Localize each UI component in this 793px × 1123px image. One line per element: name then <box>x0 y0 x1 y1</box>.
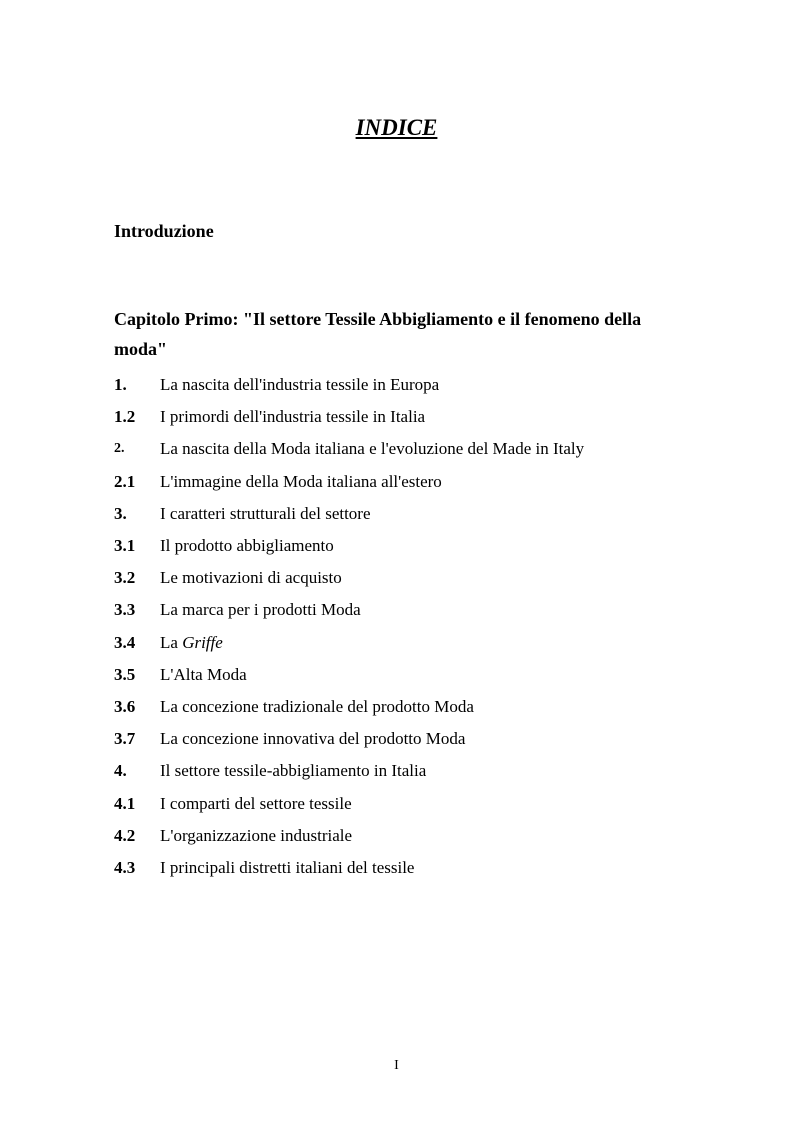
toc-entry <box>114 755 584 787</box>
table-of-contents <box>114 369 584 884</box>
toc-entry-number: 3.3 <box>114 600 136 620</box>
toc-entry-text-italic: Griffe <box>182 632 223 652</box>
toc-entry <box>114 401 584 433</box>
toc-entry-number: 1.2 <box>114 407 136 427</box>
toc-entry-number: 3.7 <box>114 729 136 749</box>
page-title: INDICE <box>355 115 438 140</box>
toc-entry-text: La concezione innovativa del prodotto Moda <box>160 729 466 749</box>
toc-entry-text: Le motivazioni di acquisto <box>160 568 342 588</box>
toc-entry-text: I comparti del settore tessile <box>160 793 352 813</box>
page-number: I <box>394 1058 399 1073</box>
toc-entry-text: Il prodotto abbigliamento <box>160 536 334 556</box>
toc-entry <box>114 787 584 819</box>
toc-entry <box>114 594 584 626</box>
toc-entry-text: La nascita della Moda italiana e l'evoluzione del Made in Italy <box>160 439 585 459</box>
toc-entry <box>114 530 584 562</box>
toc-entry-number: 1. <box>114 375 127 395</box>
toc-entry-number: 3. <box>114 503 127 523</box>
toc-entry <box>114 466 584 498</box>
toc-entry-text: Il settore tessile-abbigliamento in Italia <box>160 761 427 781</box>
toc-entry <box>114 723 584 755</box>
toc-entry-text: La nascita dell'industria tessile in Europa <box>160 375 440 395</box>
toc-entry <box>114 498 584 530</box>
toc-entry-text <box>160 633 223 653</box>
toc-entry-number: 2. <box>114 441 125 457</box>
toc-entry-number: 3.6 <box>114 696 136 716</box>
chapter-title: Capitolo Primo: "Il settore Tessile Abbigliamento e il fenomeno della moda" <box>114 309 642 359</box>
toc-entry-text: I principali distretti italiani del tessile <box>160 857 415 877</box>
toc-entry <box>114 691 584 723</box>
introduction-heading: Introduzione <box>114 221 214 241</box>
toc-entry-number: 2.1 <box>114 471 136 491</box>
toc-entry-text: I caratteri strutturali del settore <box>160 503 371 523</box>
toc-entry-number: 3.4 <box>114 632 136 652</box>
toc-entry-number: 3.5 <box>114 664 136 684</box>
toc-entry-text: L'organizzazione industriale <box>160 825 353 845</box>
toc-entry-text: L'Alta Moda <box>160 664 247 684</box>
toc-entry-text: La concezione tradizionale del prodotto Moda <box>160 696 474 716</box>
toc-entry-number: 4.2 <box>114 825 136 845</box>
toc-entry-text: I primordi dell'industria tessile in Italia <box>160 407 426 427</box>
toc-entry-text: L'immagine della Moda italiana all'estero <box>160 471 442 491</box>
toc-entry <box>114 820 584 852</box>
toc-entry <box>114 433 584 465</box>
toc-entry <box>114 627 584 659</box>
toc-entry-text-plain: La <box>160 632 183 652</box>
toc-entry <box>114 852 584 884</box>
toc-entry-text: La marca per i prodotti Moda <box>160 600 361 620</box>
toc-entry-number: 4.1 <box>114 793 136 813</box>
toc-entry <box>114 659 584 691</box>
toc-entry-number: 3.2 <box>114 568 136 588</box>
toc-entry-number: 4. <box>114 761 127 781</box>
toc-entry-number: 3.1 <box>114 536 136 556</box>
toc-entry <box>114 369 584 401</box>
toc-entry-number: 4.3 <box>114 857 136 877</box>
toc-entry <box>114 562 584 594</box>
